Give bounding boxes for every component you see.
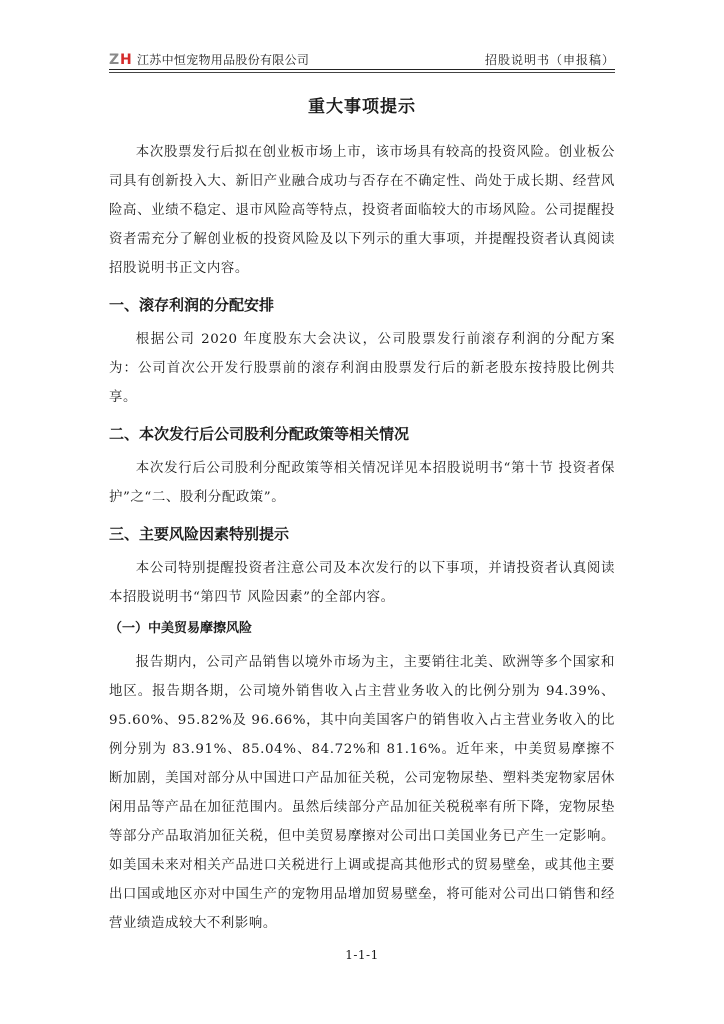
document-type: 招股说明书（申报稿）: [484, 53, 615, 67]
subsection-body: 报告期内，公司产品销售以境外市场为主，主要销往北美、欧洲等多个国家和地区。报告期各期，公司境外销售收入占主营业务收入的比例分别为 94.39%、95.60%、95.82%及 96.66%，其中向美国客户的销售收入占主营业务收入的比例分别为 83.91%、85.04%、84.72%和 81.16%。近年来，中美贸易摩擦不断加剧，美国对部分从中国进口产品加征关税，公司宠物尿垫、塑料类宠物家居休闲用品等产品在加征范围内。虽然后续部分产品加征关税税率有所下降，宠物尿垫等部分产品取消加征关税，但中美贸易摩擦对公司出口美国业务已产生一定影响。如美国未来对相关产品进口关税进行上调或提高其他形式的贸易壁垒，或其他主要出口国或地区亦对中国生产的宠物用品增加贸易壁垒，将可能对公司出口销售和经营业绩造成较大不利影响。: [109, 655, 615, 931]
zh-logo-icon: [109, 51, 135, 66]
intro-paragraph: 本次股票发行后拟在创业板市场上市，该市场具有较高的投资风险。创业板公司具有创新投入大、新旧产业融合成功与否存在不确定性、尚处于成长期、经营风险高、业绩不稳定、退市风险高等特点，投资者面临较大的市场风险。公司提醒投资者需充分了解创业板的投资风险及以下列示的重大事项，并提醒投资者认真阅读招股说明书正文内容。: [109, 145, 615, 276]
section-heading-2: 二、本次发行后公司股利分配政策等相关情况: [109, 425, 410, 443]
company-name: 江苏中恒宠物用品股份有限公司: [137, 53, 310, 67]
page-number: 1-1-1: [345, 948, 379, 962]
section-heading-3: 三、主要风险因素特别提示: [109, 525, 290, 543]
header-divider-thin: [109, 72, 615, 73]
company-logo: [109, 50, 135, 66]
svg-text:Z: Z: [109, 52, 120, 66]
svg-text:H: H: [120, 52, 132, 66]
subsection-heading: （一）中美贸易摩擦风险: [109, 621, 253, 636]
section-body-3: 本公司特别提醒投资者注意公司及本次发行的以下事项，并请投资者认真阅读本招股说明书“第四节 风险因素”的全部内容。: [109, 561, 615, 605]
section-body-1: 根据公司 2020 年度股东大会决议，公司股票发行前滚存利润的分配方案为：公司首次公开发行股票前的滚存利润由股票发行后的新老股东按持股比例共享。: [109, 332, 615, 405]
page-header: [109, 46, 615, 70]
page-title: 重大事项提示: [308, 97, 416, 117]
header-divider: [109, 69, 615, 70]
section-body-2: 本次发行后公司股利分配政策等相关情况详见本招股说明书“第十节 投资者保护”之“二、股利分配政策”。: [109, 461, 615, 505]
main-content: [109, 92, 615, 938]
section-heading-1: 一、滚存利润的分配安排: [109, 296, 275, 314]
